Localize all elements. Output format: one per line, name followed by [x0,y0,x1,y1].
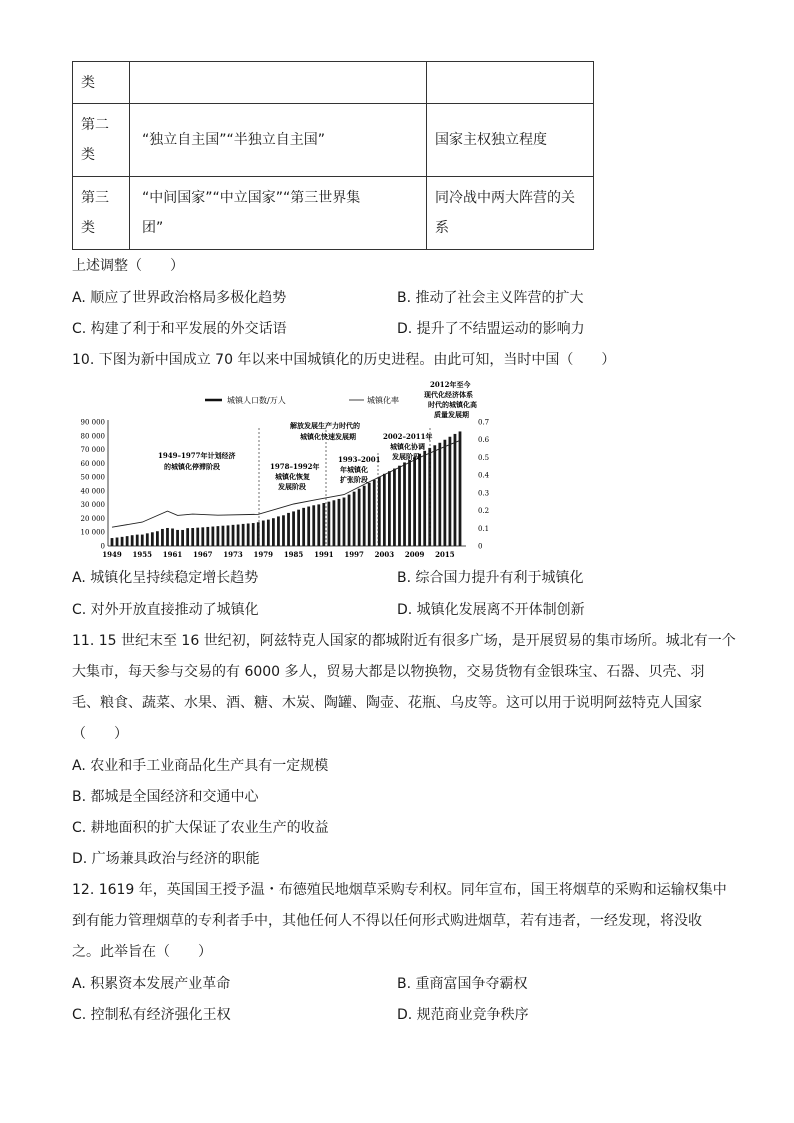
annotation: 发展阶段 [392,452,420,461]
bar [161,529,164,546]
q9-option-d[interactable]: D. 提升了不结盟运动的影响力 [397,321,585,337]
x-tick-label: 1961 [162,550,183,559]
bar [322,503,325,546]
annotation: 城镇化恢复 [275,472,310,481]
bar [151,532,154,546]
bar [454,434,457,546]
q12-line-3: 之。此举旨在（ ） [72,944,212,960]
bar [166,528,169,546]
bar [126,536,129,546]
x-tick-label: 1979 [253,550,274,559]
classification-table [72,61,594,250]
x-tick-label: 2009 [404,550,425,559]
y-right-tick-label: 0.7 [478,418,490,427]
bar [282,515,285,546]
q12-line-2: 到有能力管理烟草的专利者手中，其他任何人不得以任何形式购进烟草，若有违者，一经发现，将没收 [72,913,702,929]
table-cell: 国家主权独立程度 [427,104,594,177]
bar [398,466,401,546]
bar [237,525,240,546]
annotation: 2012年至今 [430,380,471,389]
q9-option-a[interactable]: A. 顺应了世界政治格局多极化趋势 [72,290,287,306]
y-left-tick-label: 50 000 [80,473,105,482]
y-right-tick-label: 0.6 [478,436,490,445]
bar [267,520,270,546]
bar [217,526,220,546]
bar [378,477,381,546]
annotation: 解放发展生产力时代的 [290,421,360,430]
y-left-tick-label: 60 000 [80,459,105,468]
bar [353,492,356,546]
bar [343,498,346,546]
bar [146,533,149,546]
table-cell: “独立自主国”“半独立自主国” [130,104,427,177]
y-right-tick-label: 0 [478,542,483,551]
bar [196,528,199,546]
bar [201,527,204,546]
bar [111,538,114,546]
q10-stem: 10. 下图为新中国成立 70 年以来中国城镇化的历史进程。由此可知，当时中国（ ） [72,352,616,368]
q10-option-d[interactable]: D. 城镇化发展离不开体制创新 [397,602,585,618]
y-right-tick-label: 0.3 [478,489,490,498]
bar [191,528,194,546]
y-right-ticks [478,419,490,551]
bar [388,471,391,546]
bar [116,538,119,546]
y-left-tick-label: 90 000 [80,418,105,427]
y-left-tick-label: 70 000 [80,446,105,455]
legend-line-label: 城镇化率 [367,396,399,405]
bar [156,531,159,546]
q11-option-c[interactable]: C. 耕地面积的扩大保证了农业生产的收益 [72,820,329,836]
y-right-tick-label: 0.2 [478,507,490,516]
q12-option-a[interactable]: A. 积累资本发展产业革命 [72,976,231,992]
y-left-tick-label: 20 000 [80,514,105,523]
x-tick-label: 1973 [223,550,243,559]
q11-option-d[interactable]: D. 广场兼具政治与经济的职能 [72,851,260,867]
bar [211,527,214,546]
x-ticks [102,550,454,559]
bar [121,537,124,546]
bar [232,525,235,546]
x-tick-label: 1985 [283,550,304,559]
bar [227,525,230,546]
bar [297,510,300,546]
x-tick-label: 1949 [102,550,122,559]
table-row [73,62,594,104]
y-left-tick-label: 80 000 [80,432,105,441]
annotation: 1978–1992年 [270,462,320,471]
annotation: 的城镇化停滞阶段 [164,462,220,471]
bar [459,431,462,546]
annotation: 现代化经济体系 [424,390,473,399]
table-cell: 第三 类 [73,177,130,250]
annotation: 扩张阶段 [340,475,368,484]
x-tick-label: 2003 [374,550,395,559]
q11-line-2: 大集市，每天参与交易的有 6000 多人，贸易大都是以物换物，交易货物有金银珠宝、石器、贝壳、羽 [72,664,705,680]
table-cell: 第二 类 [73,104,130,177]
urbanization-chart [72,378,502,564]
y-left-ticks [81,419,106,551]
y-right-tick-label: 0.4 [478,471,490,480]
bar [333,500,336,546]
q11-line-1: 11. 15 世纪末至 16 世纪初，阿兹特克人国家的都城附近有很多广场，是开展贸易的集市场所。城北有一个 [72,633,736,649]
annotation: 发展阶段 [278,482,306,491]
legend [205,395,399,405]
annotation: 2002–2011年 [383,432,433,441]
bar [338,499,341,546]
y-left-tick-label: 0 [100,542,105,551]
bar [327,502,330,546]
q12-option-d[interactable]: D. 规范商业竞争秩序 [397,1007,529,1023]
bar [443,440,446,546]
table-row [73,177,594,250]
q10-option-c[interactable]: C. 对外开放直接推动了城镇化 [72,602,259,618]
bar [383,474,386,546]
bar [272,518,275,546]
q9-option-b[interactable]: B. 推动了社会主义阵营的扩大 [397,290,584,306]
table-cell: 同冷战中两大阵营的关 系 [427,177,594,250]
q11-line-4: （ ） [72,726,128,742]
x-tick-label: 1955 [132,550,153,559]
x-tick-label: 1991 [314,550,334,559]
annotation: 质量发展期 [434,410,469,419]
bar [418,454,421,546]
q9-option-c[interactable]: C. 构建了利于和平发展的外交话语 [72,321,287,337]
bar [363,486,366,546]
table-cell [130,62,427,104]
bar [307,507,310,546]
bar [449,437,452,546]
q10-option-a[interactable]: A. 城镇化呈持续稳定增长趋势 [72,570,259,586]
y-left-tick-label: 40 000 [80,487,105,496]
annotation: 1949–1977年计划经济 [158,451,236,460]
x-tick-label: 1997 [344,550,364,559]
bar [423,451,426,546]
table-cell: 类 [73,62,130,104]
bar [262,521,265,546]
legend-bars-label: 城镇人口数/万人 [227,396,286,405]
q12-option-c[interactable]: C. 控制私有经济强化王权 [72,1007,231,1023]
q11-option-b[interactable]: B. 都城是全国经济和交通中心 [72,789,259,805]
bar [302,508,305,546]
bar [393,469,396,546]
table-cell: “中间国家”“中立国家”“第三世界集 团” [130,177,427,250]
bar [358,489,361,546]
x-tick-label: 2015 [435,550,455,559]
bar [413,457,416,546]
bar [206,527,209,546]
bar [136,535,139,546]
annotation: 城镇化快速发展期 [300,432,356,441]
bar [176,530,179,546]
bar [438,443,441,546]
bar [292,511,295,546]
bar [181,530,184,546]
q12-option-b[interactable]: B. 重商富国争夺霸权 [397,976,528,992]
y-left-tick-label: 10 000 [80,528,105,537]
bar [433,445,436,546]
q11-option-a[interactable]: A. 农业和手工业商品化生产具有一定规模 [72,758,329,774]
bar [317,504,320,546]
bar [222,526,225,546]
q10-option-b[interactable]: B. 综合国力提升有利于城镇化 [397,570,584,586]
bar [348,495,351,546]
bar [247,523,250,546]
y-right-tick-label: 0.1 [478,524,490,533]
bar [312,505,315,546]
bar [277,516,280,546]
annotation: 1993–2001 [338,455,381,464]
y-right-tick-label: 0.5 [478,453,490,462]
bar [368,483,371,546]
bar [252,523,255,546]
annotation: 时代的城镇化高 [428,400,477,409]
table-cell [427,62,594,104]
bar [242,524,245,546]
q9-stem: 上述调整（ ） [72,258,184,274]
bar [141,535,144,546]
bar [171,528,174,546]
bar [403,462,406,546]
bar [186,528,189,546]
annotation: 城镇化协调 [390,442,425,451]
table-row [73,104,594,177]
bar [287,513,290,546]
q12-line-1: 12. 1619 年，英国国王授予温・布德殖民地烟草采购专利权。同年宣布，国王将烟草的采购和运输权集中 [72,882,727,898]
bar [408,460,411,546]
x-tick-label: 1967 [193,550,213,559]
y-left-tick-label: 30 000 [80,501,105,510]
annotation: 年城镇化 [340,465,368,474]
bar [131,535,134,546]
bar [373,480,376,546]
q11-line-3: 毛、粮食、蔬菜、水果、酒、糖、木炭、陶罐、陶壶、花瓶、乌皮等。这可以用于说明阿兹特克人国家 [72,695,702,711]
